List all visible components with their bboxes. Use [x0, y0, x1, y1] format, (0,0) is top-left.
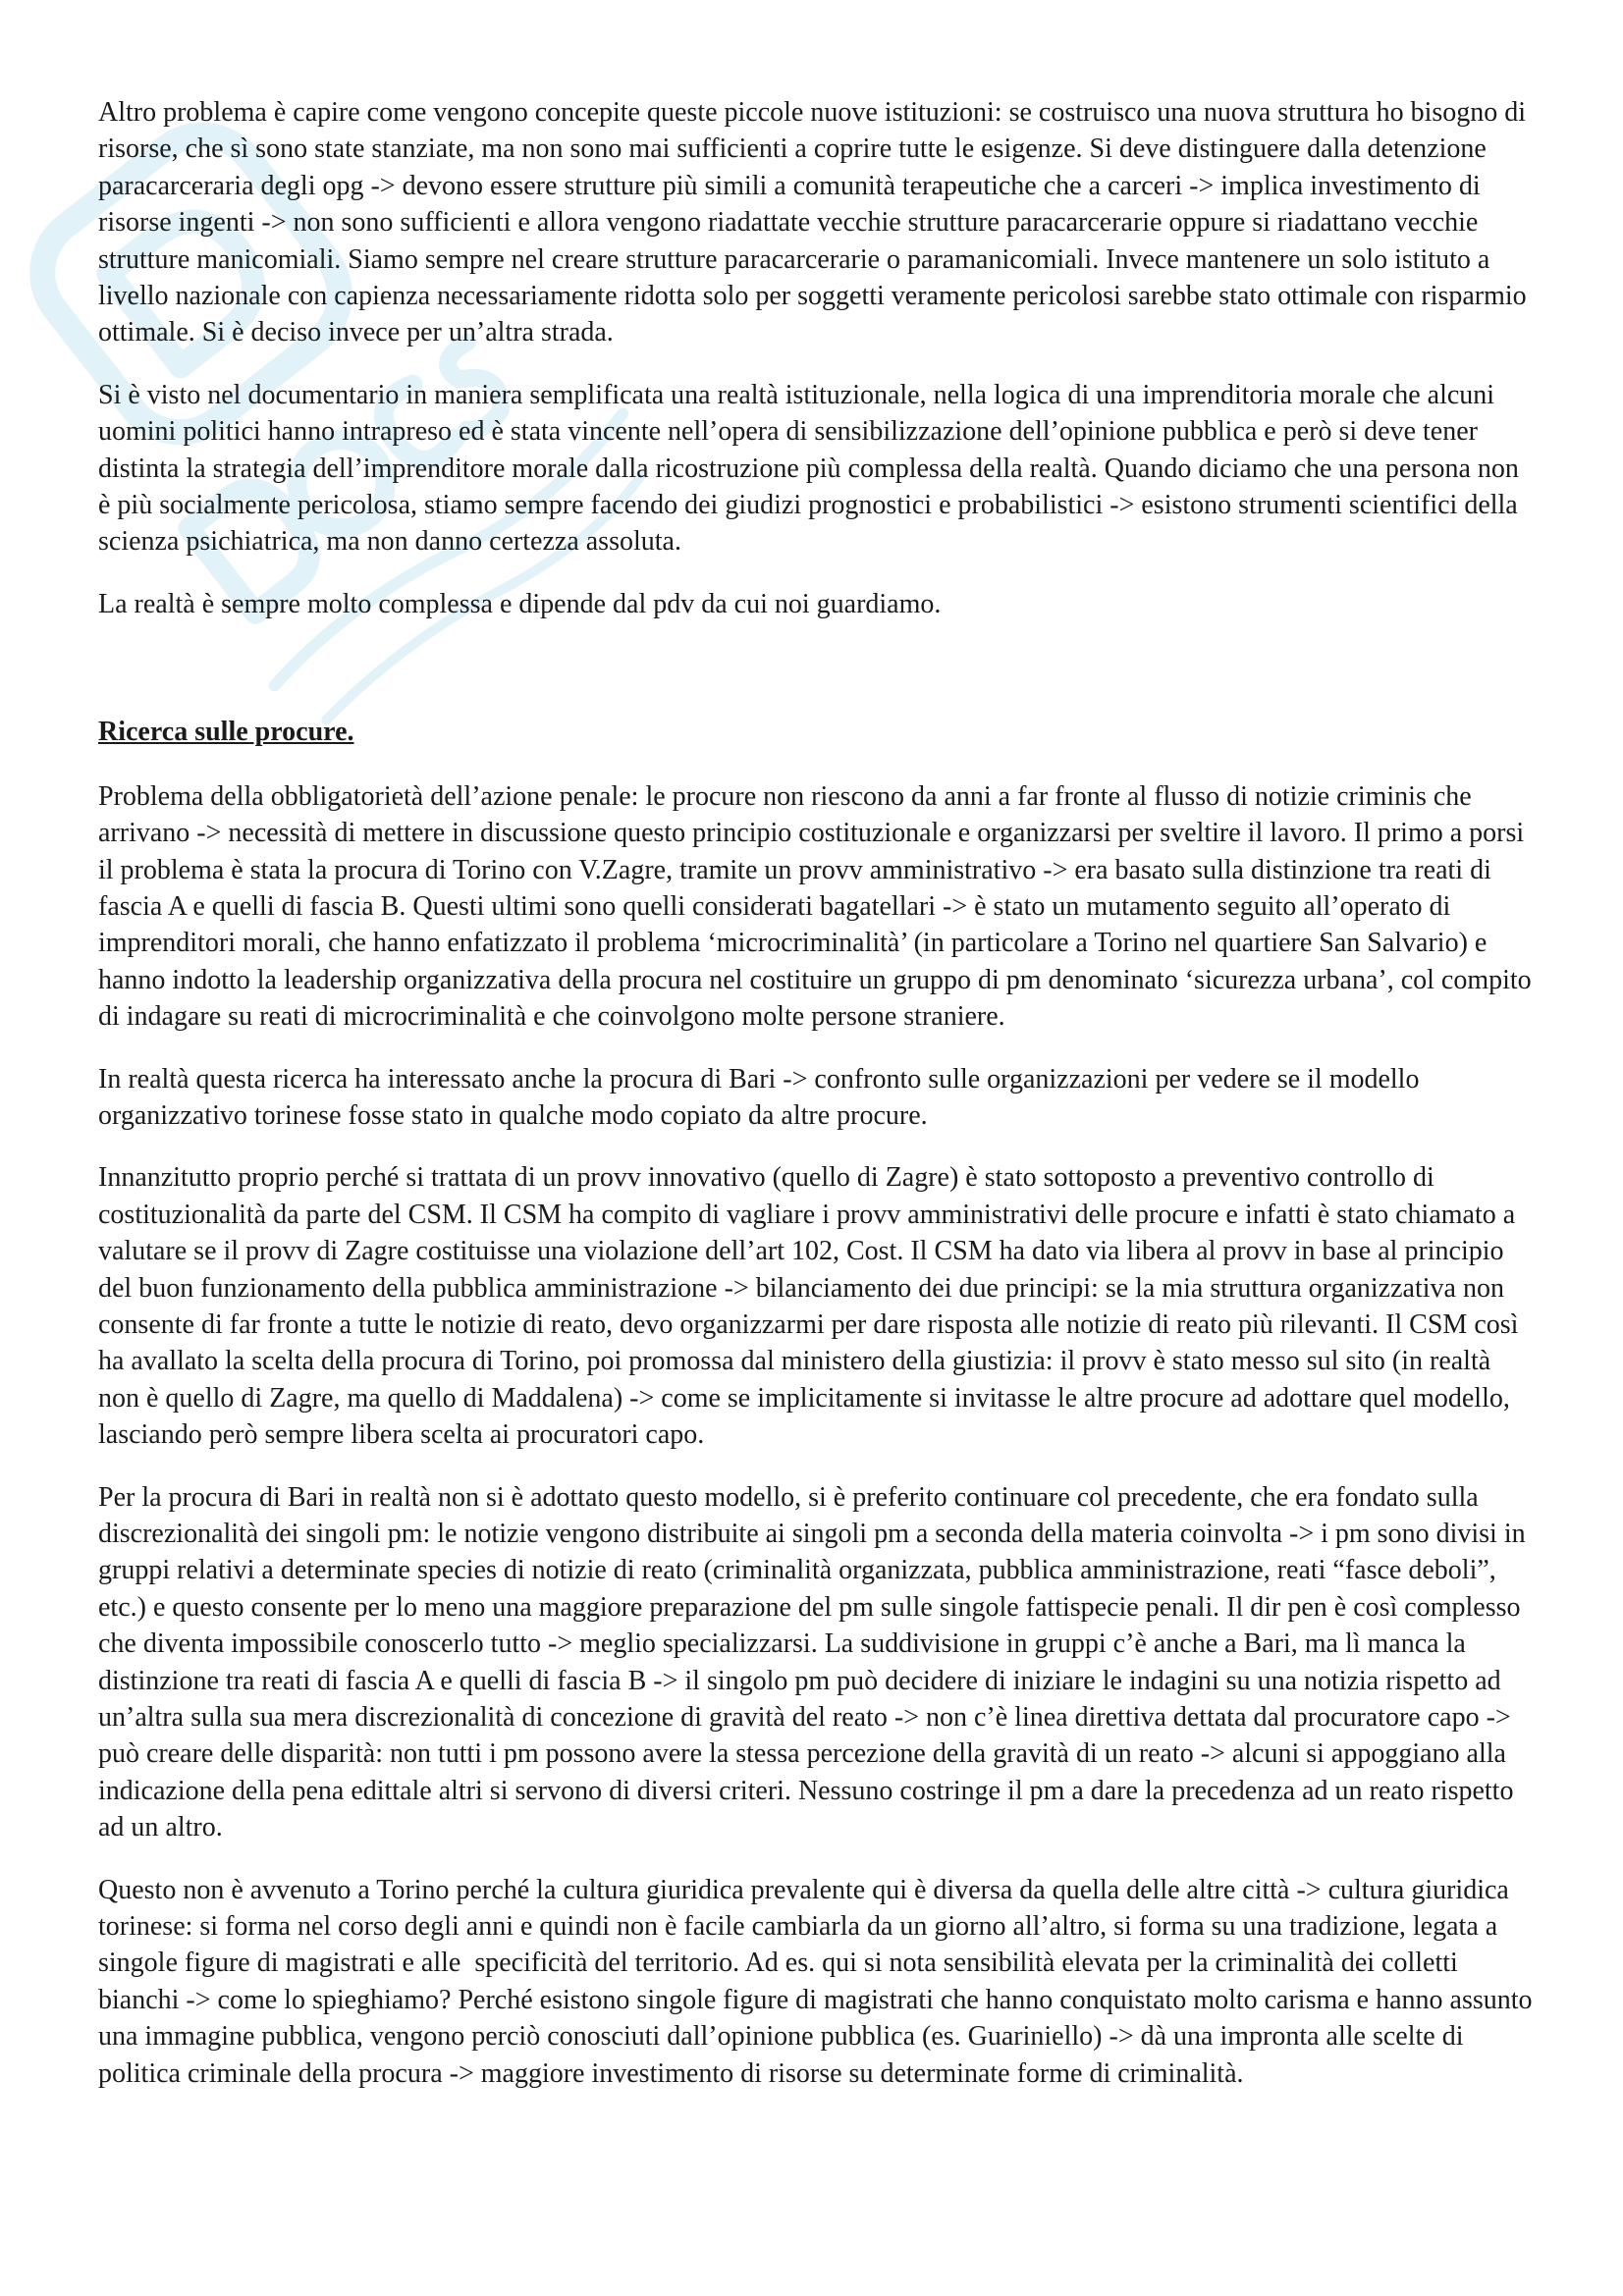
text-line: distinta la strategia dell’imprenditore morale dalla ricostruzione più complessa della realtà. Quando diciamo che una persona non — [98, 453, 1519, 484]
text-line: è più socialmente pericolosa, stiamo sempre facendo dei giudizi prognostici e probabilistici -> esistono strumenti scientifici della — [98, 490, 1518, 521]
text-line: scienza psichiatrica, ma non danno certezza assoluta. — [98, 526, 681, 558]
intro-section — [98, 94, 1623, 622]
text-line: che diventa impossibile conoscerlo tutto -> meglio specializzarsi. La suddivisione in gruppi c’è anche a Bari, ma lì manca la — [98, 1629, 1466, 1660]
paragraph — [98, 94, 1623, 351]
text-line: indicazione della pena edittale altri si servono di diversi criteri. Nessuno costringe il pm a dare la precedenza ad un reato rispetto — [98, 1775, 1514, 1806]
text-line: arrivano -> necessità di mettere in discussione questo principio costituzionale e organizzarsi per sveltire il lavoro. Il primo a porsi — [98, 818, 1525, 849]
text-line: di indagare su reati di microcriminalità e che coinvolgono molte persone straniere. — [98, 1001, 1005, 1033]
text-line: organizzativo torinese fosse stato in qualche modo copiato da altre procure. — [98, 1099, 928, 1131]
text-line: bianchi -> come lo spieghiamo? Perché esistono singole figure di magistrati che hanno conquistato molto carisma e hanno assunto — [98, 1984, 1533, 2015]
text-line: costituzionalità da parte del CSM. Il CSM ha compito di vagliare i provv amministrativi delle procure e infatti è stato chiamato a — [98, 1199, 1516, 1230]
text-line: risorse ingenti -> non sono sufficienti e allora vengono riadattate vecchie strutture paracarcerarie oppure si riadattano vecchie — [98, 207, 1479, 239]
text-line: singole figure di magistrati e alle specificità del territorio. Ad es. qui si nota sensibilità elevata per la criminalità dei colletti — [98, 1948, 1458, 1979]
text-line: Altro problema è capire come vengono concepite queste piccole nuove istituzioni: se costruisco una nuova struttura ho bisogno di — [98, 97, 1527, 128]
text-line: hanno indotto la leadership organizzativa della procura nel costituire un gruppo di pm denominato ‘sicurezza urbana’, col compito — [98, 964, 1532, 995]
text-line: lasciando però sempre libera scelta ai procuratori capo. — [98, 1419, 705, 1451]
text-line: livello nazionale con capienza necessariamente ridotta solo per soggetti veramente pericolosi sarebbe stato ottimale con risparmio — [98, 281, 1527, 312]
text-line: La realtà è sempre molto complessa e dipende dal pdv da cui noi guardiamo. — [98, 588, 942, 619]
paragraph — [98, 778, 1623, 1036]
text-line: strutture manicomiali. Siamo sempre nel creare strutture paracarcerarie o paramanicomiali. Invece mantenere un solo istituto a — [98, 243, 1490, 275]
text-line: Per la procura di Bari in realtà non si è adottato questo modello, si è preferito continuare col precedente, che era fondato sulla — [98, 1481, 1479, 1513]
text-line: politica criminale della procura -> maggiore investimento di risorse su determinate forme di criminalità. — [98, 2057, 1244, 2089]
paragraph — [98, 1061, 1623, 1135]
paragraph — [98, 1159, 1623, 1453]
text-line: torinese: si forma nel corso degli anni e quindi non è facile cambiarla da un giorno all’altro, si forma su una tradizione, legata a — [98, 1911, 1498, 1943]
text-line: gruppi relativi a determinate species di notizie di reato (criminalità organizzata, pubblica amministrazione, reati “fasce deboli”, — [98, 1555, 1496, 1586]
text-line: fascia A e quelli di fascia B. Questi ultimi sono quelli considerati bagatellari -> è stato un mutamento seguito all’operato di — [98, 890, 1451, 922]
procure-section — [98, 714, 1623, 2092]
text-line: un’altra sulla sua mera discrezionalità di concezione di gravità del reato -> non c’è linea direttiva dettata dal procuratore capo -> — [98, 1702, 1511, 1734]
text-line: ottimale. Si è deciso invece per un’altra strada. — [98, 317, 614, 348]
paragraph — [98, 1872, 1623, 2092]
text-line: del buon funzionamento della pubblica amministrazione -> bilanciamento dei due principi: se la mia struttura organizzativa non — [98, 1272, 1504, 1304]
text-line: Innanzitutto proprio perché si trattata di un provv innovativo (quello di Zagre) è stato sottoposto a preventivo controllo di — [98, 1162, 1434, 1194]
paragraph — [98, 377, 1623, 561]
text-line: distinzione tra reati di fascia A e quelli di fascia B -> il singolo pm può decidere di iniziare le indagini su una notizia rispetto ad — [98, 1665, 1501, 1696]
text-line: può creare delle disparità: non tutti i pm possono avere la stessa percezione della gravità di un reato -> alcuni si appoggiano alla — [98, 1738, 1506, 1770]
paragraph — [98, 1479, 1623, 1846]
text-line: valutare se il provv di Zagre costituisse una violazione dell’art 102, Cost. Il CSM ha dato via libera al provv in base al principio — [98, 1236, 1504, 1267]
text-line: consente di far fronte a tutte le notizie di reato, devo organizzarmi per dare risposta alle notizie di reato più rilevanti. Il CSM così — [98, 1308, 1519, 1340]
text-line: una immagine pubblica, vengono perciò conosciuti dall’opinione pubblica (es. Guariniello) -> dà una impronta alle scelte di — [98, 2021, 1464, 2053]
text-line: discrezionalità dei singoli pm: le notizie vengono distribuite ai singoli pm a seconda della materia coinvolta -> i pm sono divisi in — [98, 1519, 1526, 1549]
text-line: etc.) e questo consente per lo meno una maggiore preparazione del pm sulle singole fattispecie penali. Il dir pen è così complesso — [98, 1591, 1521, 1623]
paragraph — [98, 586, 1623, 622]
text-line: ad un altro. — [98, 1812, 223, 1843]
text-line: non è quello di Zagre, ma quello di Maddalena) -> come se implicitamente si invitasse le altre procure ad adottare quel modello, — [98, 1382, 1510, 1414]
text-line: Questo non è avvenuto a Torino perché la cultura giuridica prevalente qui è diversa da quella delle altre città -> cultura giuridica — [98, 1874, 1509, 1905]
section-heading: Ricerca sulle procure. — [98, 717, 354, 748]
text-line: paracarceraria degli opg -> devono essere strutture più simili a comunità terapeutiche che a carceri -> implica investimento di — [98, 170, 1481, 201]
text-line: risorse, che sì sono state stanziate, ma non sono mai sufficienti a coprire tutte le esigenze. Si deve distinguere dalla detenzione — [98, 133, 1487, 165]
text-line: uomini politici hanno intrapreso ed è stata vincente nell’opera di sensibilizzazione dell’opinione pubblica e però si deve tener — [98, 416, 1478, 448]
text-line: il problema è stata la procura di Torino con V.Zagre, tramite un provv amministrativo -> era basato sulla distinzione tra reati di — [98, 854, 1491, 885]
text-line: Problema della obbligatorietà dell’azione penale: le procure non riescono da anni a far fronte al flusso di notizie criminis che — [98, 780, 1472, 812]
text-line: In realtà questa ricerca ha interessato anche la procura di Bari -> confronto sulle organizzazioni per vedere se il modello — [98, 1063, 1420, 1095]
text-line: imprenditori morali, che hanno enfatizzato il problema ‘microcriminalità’ (in particolare a Torino nel quartiere San Salvario) e — [98, 928, 1488, 959]
text-line: ha avallato la scelta della procura di Torino, poi promossa dal ministero della giustizia: il provv è stato messo sul sito (in realtà — [98, 1346, 1491, 1377]
text-line: Si è visto nel documentario in maniera semplificata una realtà istituzionale, nella logica di una imprenditoria morale che alcuni — [98, 379, 1495, 410]
